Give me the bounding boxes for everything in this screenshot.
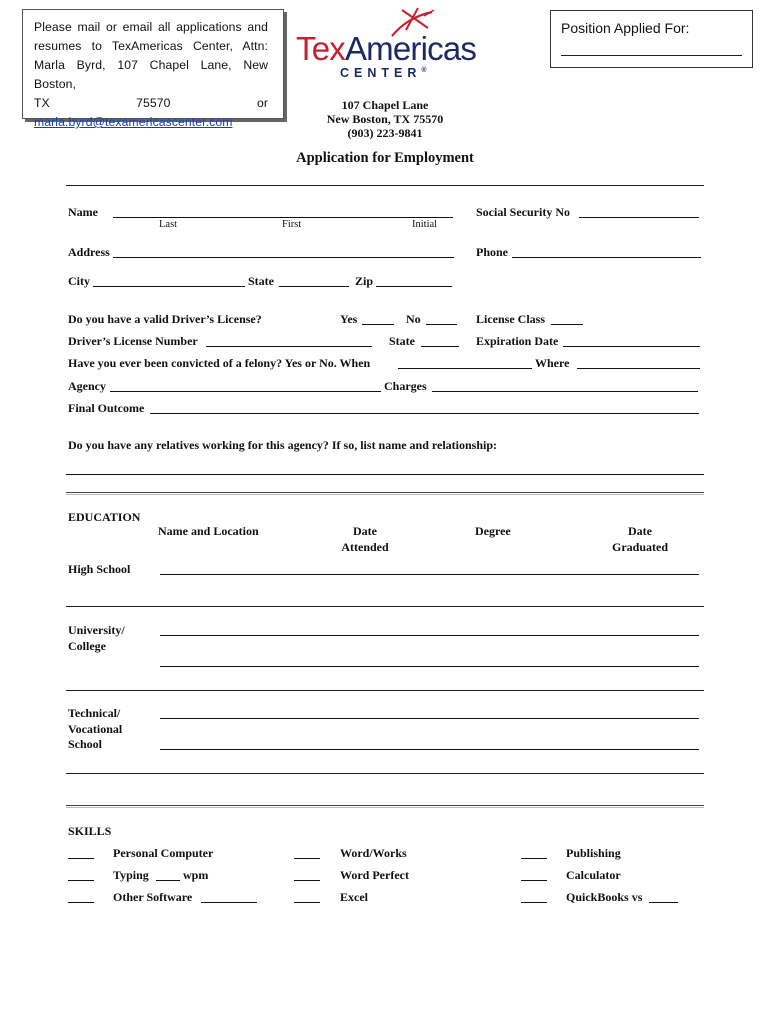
other-software-field[interactable] (201, 902, 257, 903)
skill-check-calculator[interactable] (521, 880, 547, 881)
skill-check-other-software[interactable] (68, 902, 94, 903)
logo-wordmark: TexAmericas (296, 30, 477, 67)
divider (66, 492, 704, 495)
quickbooks-version-field[interactable] (649, 902, 678, 903)
education-heading: EDUCATION (68, 510, 141, 524)
skill-word-perfect: Word Perfect (340, 868, 409, 882)
mail-line-2: resumes to TexAmericas Center, Attn: (34, 39, 268, 53)
skill-quickbooks: QuickBooks vs (566, 890, 643, 904)
org-street: 107 Chapel Lane (341, 98, 429, 112)
logo-center: CENTER® (340, 66, 427, 80)
divider (66, 773, 704, 774)
position-box (550, 10, 753, 68)
skill-word-works: Word/Works (340, 846, 407, 860)
col-date-attended-2: Attended (341, 540, 389, 554)
zip-field[interactable] (376, 286, 452, 287)
technical-field-1[interactable] (160, 718, 699, 719)
university-label-2: College (68, 639, 106, 653)
col-name-location: Name and Location (158, 524, 259, 538)
page-title: Application for Employment (296, 150, 474, 166)
skill-check-typing[interactable] (68, 880, 94, 881)
high-school-field[interactable] (160, 574, 699, 575)
outcome-field[interactable] (150, 413, 699, 414)
high-school-label: High School (68, 562, 131, 576)
mail-line-4-zip: 75570 (136, 96, 171, 110)
phone-label: Phone (476, 245, 509, 259)
skills-heading: SKILLS (68, 824, 112, 838)
ssn-field[interactable] (579, 217, 699, 218)
position-field[interactable] (561, 55, 742, 56)
address-label: Address (68, 245, 110, 259)
skill-check-personal-computer[interactable] (68, 858, 94, 859)
felony-when-field[interactable] (398, 368, 532, 369)
address-field[interactable] (113, 257, 454, 258)
first-label: First (282, 219, 302, 230)
university-field-1[interactable] (160, 635, 699, 636)
divider (66, 805, 704, 808)
license-yes-field[interactable] (362, 324, 394, 325)
col-date-attended-1: Date (353, 524, 377, 538)
agency-label: Agency (68, 379, 106, 393)
divider (66, 606, 704, 607)
technical-label-3: School (68, 737, 103, 751)
mail-line-3: Marla Byrd, 107 Chapel Lane, New Boston, (34, 58, 268, 91)
divider (66, 185, 704, 186)
skill-personal-computer: Personal Computer (113, 846, 214, 860)
license-question: Do you have a valid Driver’s License? (68, 312, 262, 326)
license-number-field[interactable] (206, 346, 372, 347)
technical-label-2: Vocational (68, 722, 123, 736)
license-number-label: Driver’s License Number (68, 334, 198, 348)
license-no-label: No (406, 312, 421, 326)
typing-wpm-label: wpm (183, 868, 209, 882)
city-label: City (68, 274, 90, 288)
col-degree: Degree (475, 524, 511, 538)
skill-check-publishing[interactable] (521, 858, 547, 859)
university-label-1: University/ (68, 623, 125, 637)
felony-where-label: Where (535, 356, 570, 370)
license-class-label: License Class (476, 312, 545, 326)
relatives-field[interactable] (66, 474, 704, 475)
technical-label-1: Technical/ (68, 706, 121, 720)
license-state-field[interactable] (421, 346, 459, 347)
divider (66, 690, 704, 691)
university-field-2[interactable] (160, 666, 699, 667)
skill-typing: Typing (113, 868, 149, 882)
typing-wpm-field[interactable] (156, 880, 180, 881)
skill-calculator: Calculator (566, 868, 621, 882)
position-label: Position Applied For: (561, 20, 690, 36)
skill-check-quickbooks[interactable] (521, 902, 547, 903)
city-field[interactable] (93, 286, 245, 287)
ssn-label: Social Security No (476, 205, 570, 219)
mail-line-1: Please mail or email all applications and (34, 20, 268, 34)
charges-field[interactable] (432, 391, 698, 392)
phone-field[interactable] (512, 257, 701, 258)
state-field[interactable] (279, 286, 349, 287)
skill-check-excel[interactable] (294, 902, 320, 903)
state-label: State (248, 274, 274, 288)
relatives-question: Do you have any relatives working for this agency? If so, list name and relationship: (68, 438, 498, 452)
org-phone: (903) 223-9841 (347, 126, 423, 140)
initial-label: Initial (412, 219, 438, 230)
license-yes-label: Yes (340, 312, 358, 326)
zip-label: Zip (355, 274, 374, 288)
name-field[interactable] (113, 217, 453, 218)
mail-line-4-or: or (256, 96, 268, 110)
expiration-label: Expiration Date (476, 334, 559, 348)
skill-excel: Excel (340, 890, 368, 904)
col-graduated-1: Date (628, 524, 652, 538)
agency-field[interactable] (110, 391, 381, 392)
outcome-label: Final Outcome (68, 401, 145, 415)
license-state-label: State (389, 334, 415, 348)
expiration-field[interactable] (563, 346, 700, 347)
mail-line-4-state: TX (34, 96, 50, 110)
email-link[interactable]: marla.byrd@texamericascenter.com (34, 115, 233, 129)
skill-other-software: Other Software (113, 890, 193, 904)
skill-publishing: Publishing (566, 846, 621, 860)
skill-check-word-perfect[interactable] (294, 880, 320, 881)
skill-check-word-works[interactable] (294, 858, 320, 859)
last-label: Last (159, 219, 178, 230)
license-no-field[interactable] (426, 324, 457, 325)
charges-label: Charges (384, 379, 427, 393)
technical-field-2[interactable] (160, 749, 699, 750)
felony-question: Have you ever been convicted of a felony? Yes or No. When (68, 356, 371, 370)
org-city: New Boston, TX 75570 (326, 112, 444, 126)
felony-where-field[interactable] (577, 368, 700, 369)
license-class-field[interactable] (551, 324, 583, 325)
name-label: Name (68, 205, 98, 219)
col-graduated-2: Graduated (611, 540, 668, 554)
